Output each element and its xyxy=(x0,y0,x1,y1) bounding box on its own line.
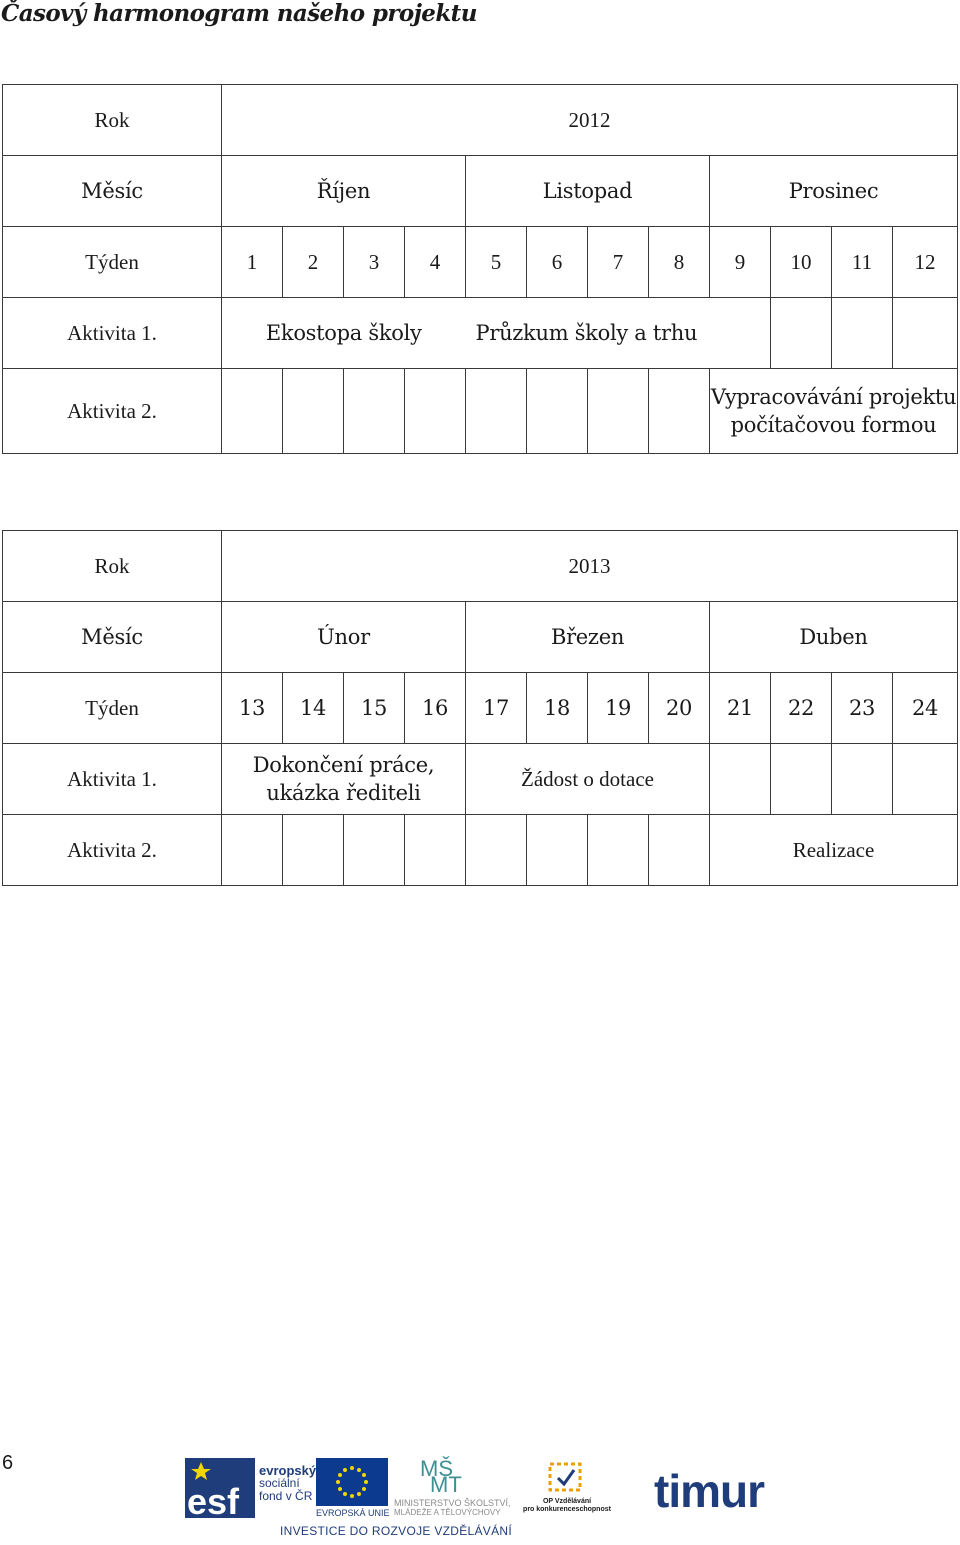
empty-cell xyxy=(893,298,958,369)
week-cell: 7 xyxy=(588,227,649,298)
month-cell: Říjen xyxy=(222,156,466,227)
week-row xyxy=(3,227,958,298)
empty-cell xyxy=(222,815,283,886)
esf-logo xyxy=(185,1458,317,1518)
week-cell: 20 xyxy=(649,673,710,744)
activity2-row xyxy=(3,369,958,454)
esf-text: evropský xyxy=(259,1463,317,1478)
month-cell: Listopad xyxy=(466,156,710,227)
activity-cell: Realizace xyxy=(710,815,958,886)
week-cell: 14 xyxy=(283,673,344,744)
activity1-row xyxy=(3,744,958,815)
esf-text: sociální xyxy=(259,1476,300,1490)
month-cell: Únor xyxy=(222,602,466,673)
svg-text:MŠ: MŠ xyxy=(420,1456,453,1481)
year-row xyxy=(3,531,958,602)
empty-cell xyxy=(527,815,588,886)
empty-cell xyxy=(832,298,893,369)
month-cell: Březen xyxy=(466,602,710,673)
empty-cell xyxy=(405,815,466,886)
week-cell: 12 xyxy=(893,227,958,298)
msmt-mark-icon xyxy=(418,1456,482,1494)
svg-text:esf: esf xyxy=(187,1481,240,1518)
week-cell: 22 xyxy=(771,673,832,744)
empty-cell xyxy=(649,815,710,886)
empty-cell xyxy=(832,744,893,815)
week-cell: 3 xyxy=(344,227,405,298)
op-mark-icon xyxy=(540,1456,590,1498)
empty-cell xyxy=(710,744,771,815)
msmt-text: MINISTERSTVO ŠKOLSTVÍ, xyxy=(394,1498,511,1508)
msmt-text: MLÁDEŽE A TĚLOVÝCHOVY xyxy=(394,1508,501,1517)
eu-logo xyxy=(316,1458,388,1520)
empty-cell xyxy=(405,369,466,454)
row-label-activity2: Aktivita 2. xyxy=(3,369,222,454)
esf-mark-icon xyxy=(185,1458,255,1518)
activity-cell: Průzkum školy a trhu xyxy=(466,298,771,369)
activity-cell: Ekostopa školy xyxy=(222,298,466,369)
activity-cell: Žádost o dotace xyxy=(466,744,710,815)
row-label-activity1: Aktivita 1. xyxy=(3,744,222,815)
year-cell: 2012 xyxy=(222,85,958,156)
week-cell: 19 xyxy=(588,673,649,744)
empty-cell xyxy=(893,744,958,815)
week-cell: 24 xyxy=(893,673,958,744)
empty-cell xyxy=(283,815,344,886)
page-number: 6 xyxy=(2,1452,14,1474)
activity1-row xyxy=(3,298,958,369)
eu-text: EVROPSKÁ UNIE xyxy=(316,1508,390,1518)
schedule-table-2013 xyxy=(2,530,958,886)
month-cell: Duben xyxy=(710,602,958,673)
week-cell: 10 xyxy=(771,227,832,298)
week-cell: 8 xyxy=(649,227,710,298)
month-row xyxy=(3,602,958,673)
empty-cell xyxy=(771,744,832,815)
activity2-row xyxy=(3,815,958,886)
empty-cell xyxy=(588,815,649,886)
week-cell: 17 xyxy=(466,673,527,744)
week-cell: 21 xyxy=(710,673,771,744)
year-row xyxy=(3,85,958,156)
empty-cell xyxy=(344,369,405,454)
empty-cell xyxy=(649,369,710,454)
empty-cell xyxy=(283,369,344,454)
row-label-activity1: Aktivita 1. xyxy=(3,298,222,369)
row-label-activity2: Aktivita 2. xyxy=(3,815,222,886)
row-label-month: Měsíc xyxy=(3,156,222,227)
week-cell: 4 xyxy=(405,227,466,298)
empty-cell xyxy=(527,369,588,454)
week-cell: 11 xyxy=(832,227,893,298)
week-cell: 9 xyxy=(710,227,771,298)
op-text: OP Vzdělávání xyxy=(542,1498,592,1505)
funding-logos xyxy=(180,1452,800,1542)
month-cell: Prosinec xyxy=(710,156,958,227)
week-cell: 16 xyxy=(405,673,466,744)
empty-cell xyxy=(466,815,527,886)
schedule-table-2012 xyxy=(2,84,958,454)
empty-cell xyxy=(771,298,832,369)
activity-cell: Vypracovávání projektu počítačovou formou xyxy=(710,369,958,454)
month-row xyxy=(3,156,958,227)
row-label-year: Rok xyxy=(3,531,222,602)
investment-caption: INVESTICE DO ROZVOJE VZDĚLÁVÁNÍ xyxy=(280,1524,513,1538)
week-cell: 18 xyxy=(527,673,588,744)
year-cell: 2013 xyxy=(222,531,958,602)
week-cell: 2 xyxy=(283,227,344,298)
week-row xyxy=(3,673,958,744)
row-label-week: Týden xyxy=(3,673,222,744)
timur-logo: timur xyxy=(654,1465,764,1517)
svg-text:MT: MT xyxy=(430,1472,462,1494)
week-cell: 23 xyxy=(832,673,893,744)
op-text: pro konkurenceschopnost xyxy=(523,1506,611,1513)
week-cell: 13 xyxy=(222,673,283,744)
week-cell: 1 xyxy=(222,227,283,298)
empty-cell xyxy=(344,815,405,886)
empty-cell xyxy=(222,369,283,454)
week-cell: 5 xyxy=(466,227,527,298)
week-cell: 15 xyxy=(344,673,405,744)
row-label-year: Rok xyxy=(3,85,222,156)
eu-flag-icon xyxy=(316,1458,388,1506)
esf-text: fond v ČR xyxy=(259,1489,313,1503)
msmt-logo xyxy=(394,1456,514,1520)
empty-cell xyxy=(466,369,527,454)
empty-cell xyxy=(588,369,649,454)
activity-cell: Dokončení práce, ukázka řediteli xyxy=(222,744,466,815)
week-cell: 6 xyxy=(527,227,588,298)
row-label-week: Týden xyxy=(3,227,222,298)
row-label-month: Měsíc xyxy=(3,602,222,673)
page-title: Časový harmonogram našeho projektu xyxy=(1,0,477,27)
op-logo xyxy=(522,1456,612,1520)
